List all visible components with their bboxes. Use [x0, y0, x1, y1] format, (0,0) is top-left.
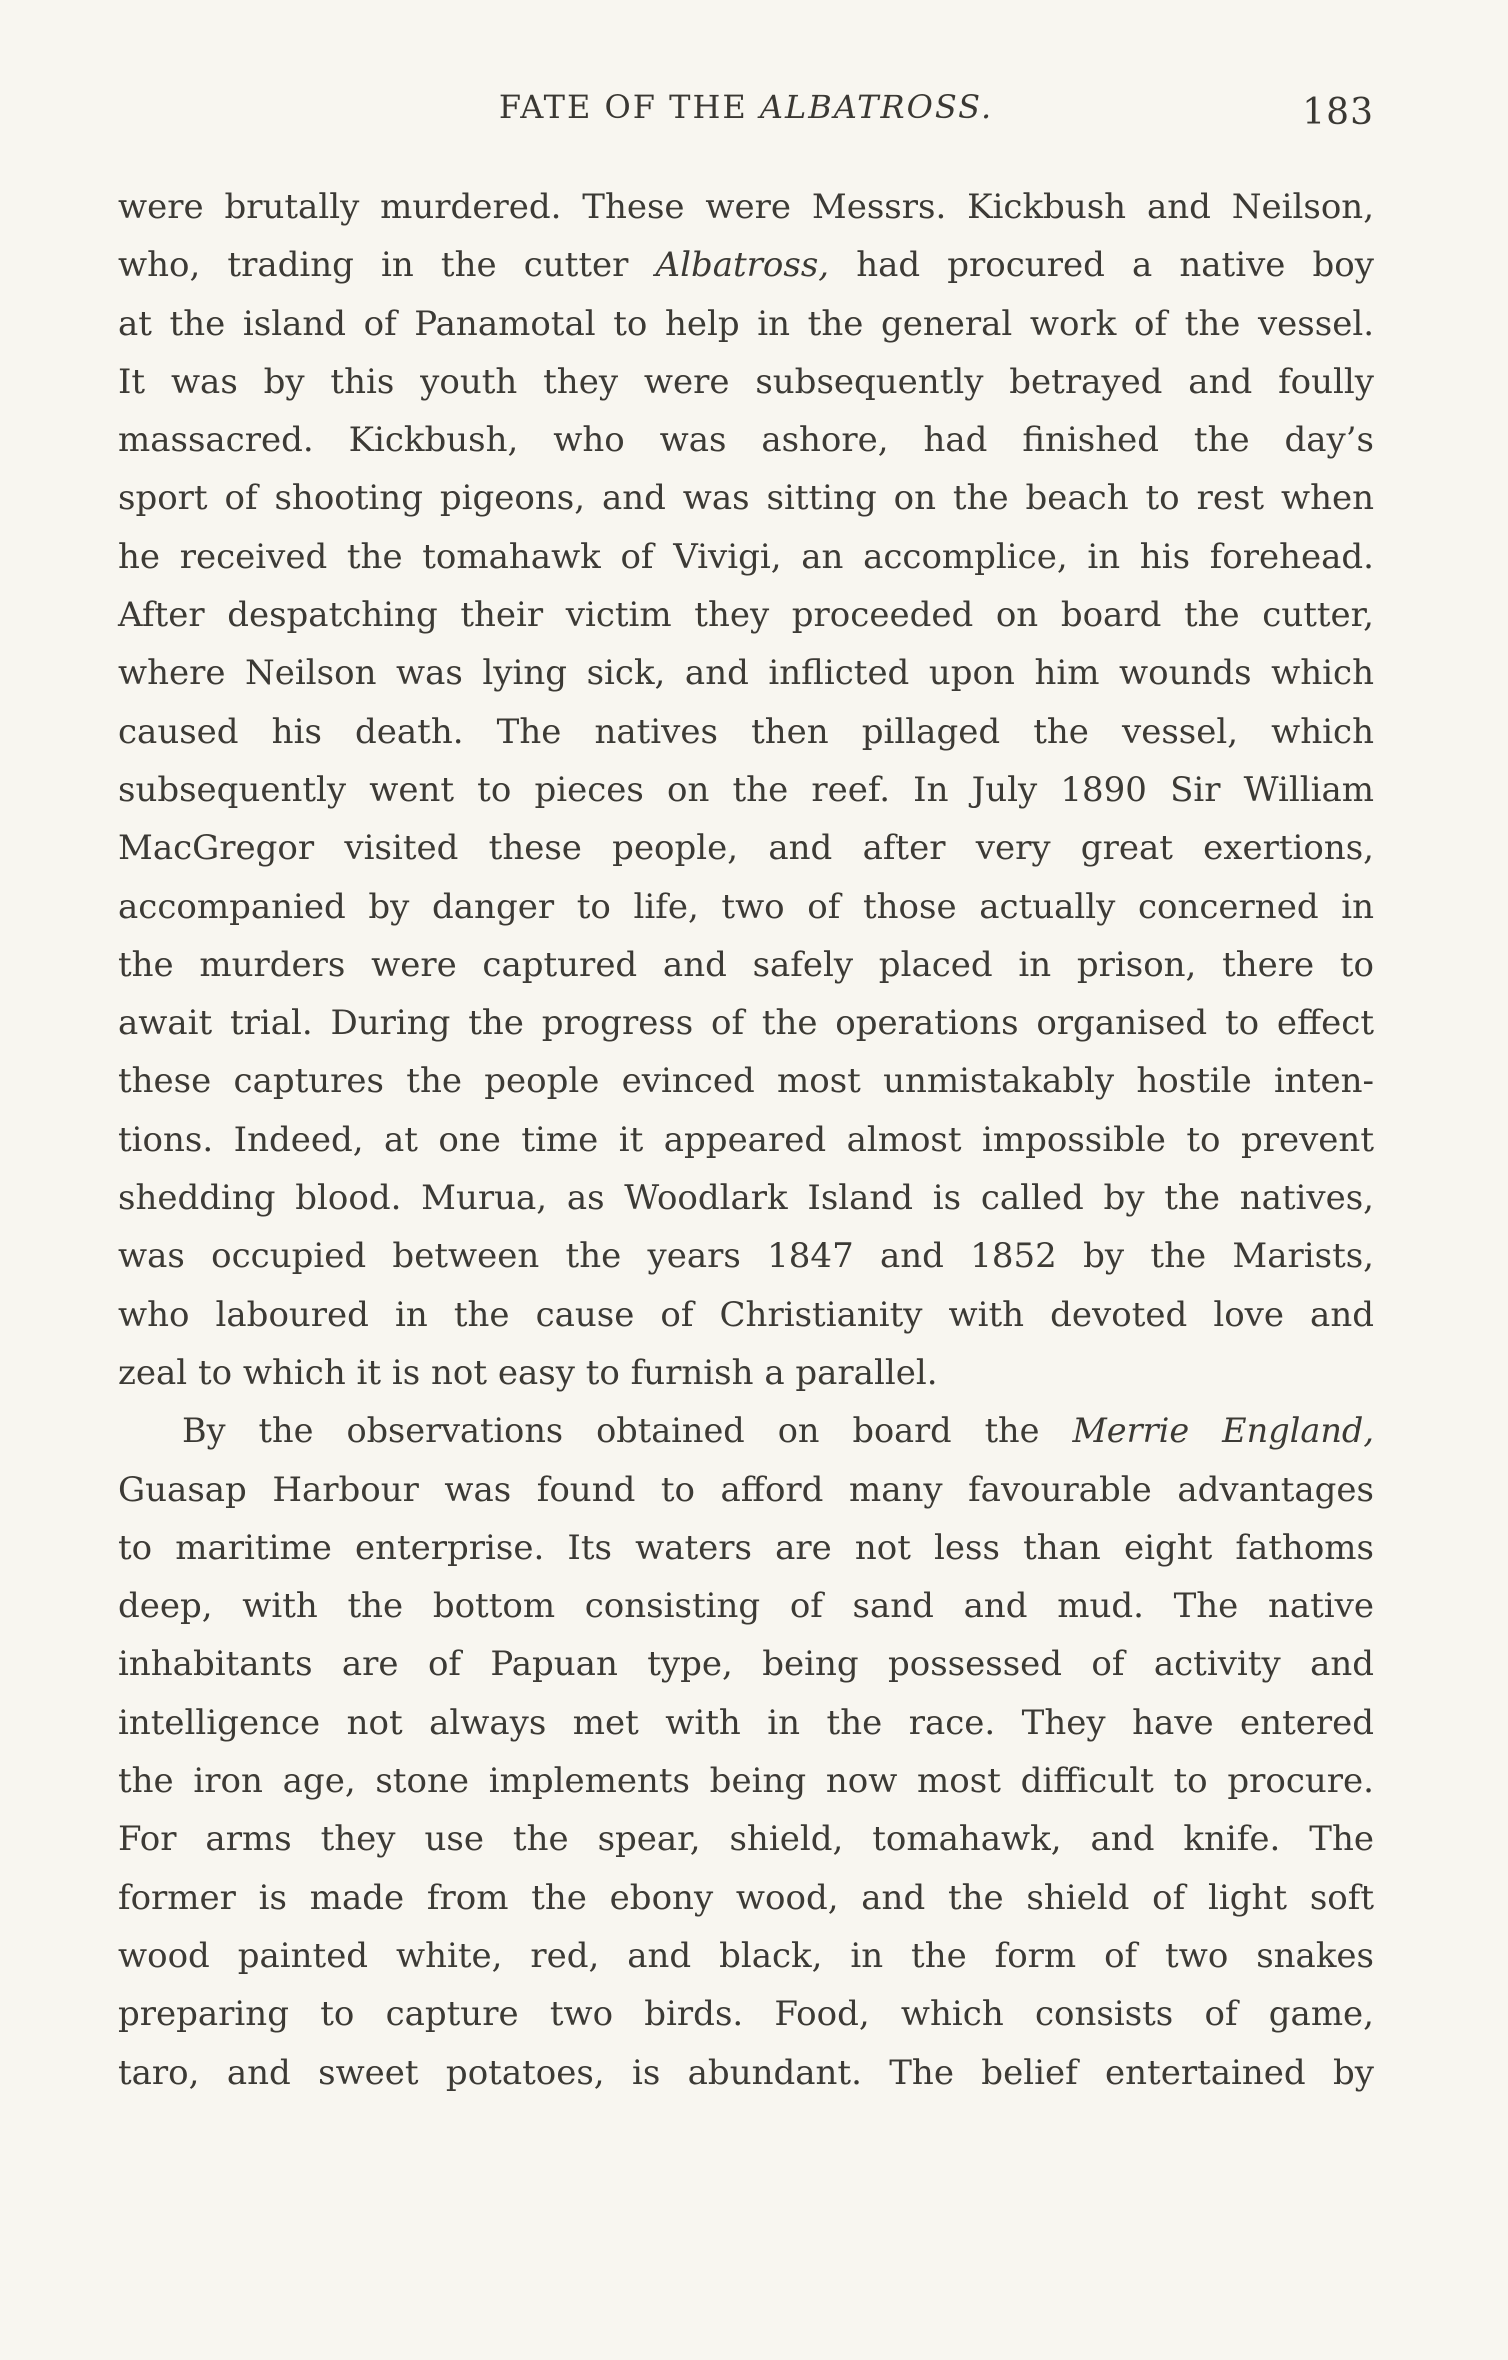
text-line: to maritime enterprise. Its waters are not less than eight fathoms [118, 1527, 1374, 1568]
text-line: deep, with the bottom consisting of sand and mud. The native [118, 1586, 1374, 1627]
running-title-text: FATE OF THE [498, 88, 748, 126]
ship-name-albatross: Albatross, [655, 245, 830, 286]
body-text [118, 178, 1374, 2102]
running-title [118, 88, 1374, 126]
text-line: wood painted white, red, and black, in the form of two snakes [118, 1935, 1374, 1976]
text-line: zeal to which it is not easy to furnish a parallel. [118, 1352, 938, 1393]
text-line: at the island of Panamotal to help in the general work of the vessel. [118, 303, 1374, 344]
text-line: shedding blood. Murua, as Woodlark Island is called by the natives, [118, 1178, 1374, 1219]
text-line: former is made from the ebony wood, and the shield of light soft [118, 1877, 1374, 1918]
text-line: were brutally murdered. These were Messrs. Kickbush and Neilson, [118, 187, 1374, 227]
text-line: the murders were captured and safely placed in prison, there to [118, 944, 1374, 985]
text-line: tions. Indeed, at one time it appeared almost impossible to prevent [118, 1119, 1374, 1160]
text-line: MacGregor visited these people, and after very great exertions, [118, 828, 1374, 869]
text-line: taro, and sweet potatoes, is abundant. The belief entertained by [118, 2052, 1374, 2093]
paragraph-2 [118, 1402, 1374, 2102]
text-run: had procured a native boy [829, 245, 1374, 286]
text-line: intelligence not always met with in the race. They have entered [118, 1702, 1374, 1743]
ship-name-merrie-england: Merrie England, [1072, 1411, 1374, 1451]
text-line: subsequently went to pieces on the reef. In July 1890 Sir William [118, 769, 1374, 810]
text-run: By the observations obtained on board the [182, 1411, 1073, 1451]
text-line: accompanied by danger to life, two of those actually concerned in [118, 886, 1374, 927]
text-run: who, trading in the cutter [118, 245, 656, 286]
text-line: was occupied between the years 1847 and 1852 by the Marists, [118, 1236, 1374, 1277]
running-header [118, 88, 1374, 138]
page-number: 183 [1302, 92, 1374, 133]
text-line: who laboured in the cause of Christianity with devoted love and [118, 1294, 1374, 1335]
text-line: where Neilson was lying sick, and inflicted upon him wounds which [118, 653, 1374, 694]
text-line: the iron age, stone implements being now most difficult to procure. [118, 1761, 1374, 1802]
text-line: inhabitants are of Papuan type, being possessed of activity and [118, 1644, 1374, 1685]
text-line: await trial. During the progress of the operations organised to effect [118, 1003, 1374, 1044]
text-line: preparing to capture two birds. Food, which consists of game, [118, 1994, 1374, 2035]
running-title-italic: ALBATROSS. [759, 88, 994, 126]
text-line: It was by this youth they were subsequently betrayed and foully [118, 361, 1374, 402]
text-line: these captures the people evinced most unmistakably hostile inten- [118, 1061, 1374, 1102]
paragraph-1 [118, 178, 1374, 1402]
text-line: sport of shooting pigeons, and was sitting on the beach to rest when [118, 478, 1374, 519]
text-line: After despatching their victim they proceeded on board the cutter, [118, 595, 1374, 636]
text-line: For arms they use the spear, shield, tomahawk, and knife. The [118, 1819, 1374, 1860]
text-line: Guasap Harbour was found to afford many favourable advantages [118, 1469, 1374, 1510]
text-line [118, 236, 1374, 294]
text-line [118, 1402, 1374, 1460]
text-line: caused his death. The natives then pillaged the vessel, which [118, 711, 1374, 752]
text-line: massacred. Kickbush, who was ashore, had finished the day’s [118, 420, 1374, 461]
text-line: he received the tomahawk of Vivigi, an accomplice, in his forehead. [118, 536, 1374, 577]
